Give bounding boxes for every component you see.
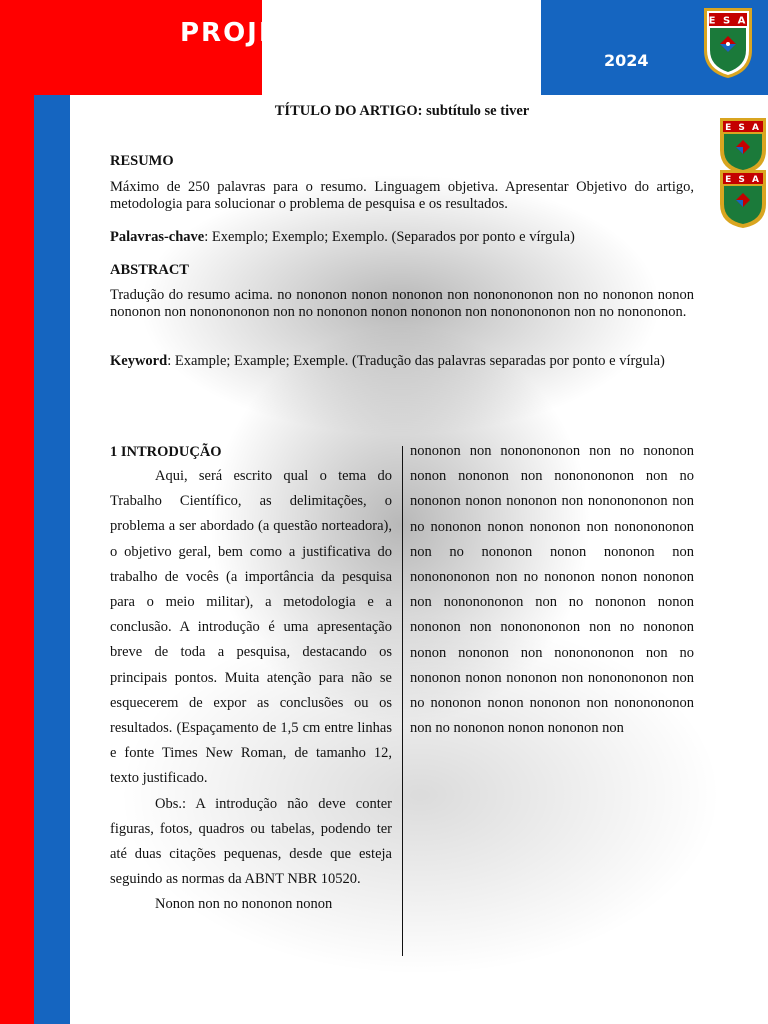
keyword-text: : Example; Example; Exemple. (Tradução das palavras separadas por ponto e vírgula)	[167, 353, 665, 369]
esa-badge-side-bottom	[718, 168, 768, 230]
column-divider	[402, 446, 403, 956]
intro-paragraph-2: Obs.: A introdução não deve conter figuras, fotos, quadros ou tabelas, podendo ter até duas citações pequenas, desde que esteja seguindo as normas da ABNT NBR 10520.	[110, 795, 392, 888]
resumo-heading: RESUMO	[110, 153, 174, 169]
abstract-heading: ABSTRACT	[110, 262, 189, 278]
intro-paragraph-1: Aqui, será escrito qual o tema do Trabalho Científico, as delimitações, o problema a ser abordado (a questão norteadora), o objetivo geral, bem como a justificativa do trabalho de vocês (a importância da pesquisa para o meio militar), a metodologia e a conclusão. A introdução é uma apresentação breve de toda a pesquisa, destacando os principais pontos. Muita atenção para não se esquecerem de expor as conclusões ou os resultados. (Espaçamento de 1,5 cm entre linhas e fonte Times New Roman, de tamanho 12, texto justificado.	[110, 468, 392, 787]
keywords-label: Palavras-chave	[110, 229, 205, 245]
header-title-start: PROJETO	[180, 18, 323, 48]
left-red-stripe	[0, 0, 34, 1024]
keyword-line	[110, 353, 694, 370]
svg-text:E S A: E S A	[708, 15, 748, 27]
article-title: TÍTULO DO ARTIGO: subtítulo se tiver	[274, 103, 530, 119]
esa-badge-side-top	[718, 116, 768, 176]
intro-left-column	[110, 464, 392, 918]
keywords-text: : Exemplo; Exemplo; Exemplo. (Separados por ponto e vírgula)	[204, 229, 575, 245]
header-title	[180, 18, 537, 48]
svg-text:E S A: E S A	[725, 175, 761, 185]
intro-right-column	[410, 439, 694, 741]
esa-badge-logo	[702, 6, 754, 80]
svg-text:E S A: E S A	[725, 123, 761, 133]
resumo-text: Máximo de 250 palavras para o resumo. Linguagem objetiva. Apresentar Objetivo do artigo, metodologia para solucionar o problema de pesquisa e os resultados.	[110, 179, 694, 212]
keyword-label: Keyword	[110, 353, 168, 369]
keywords-line	[110, 229, 694, 246]
intro-heading: 1 INTRODUÇÃO	[110, 444, 222, 460]
left-blue-stripe	[34, 95, 70, 1024]
header-year: 2024	[604, 51, 649, 70]
header-title-end: PASSOS	[410, 18, 537, 48]
abstract-text: Tradução do resumo acima. no nononon nonon nononon non nononononon non no nononon nonon nononon non nononononon non no nononon nonon nononon non nononononon non no nonononon.	[110, 287, 694, 320]
intro-paragraph-3: Nonon non no nononon nonon	[155, 896, 333, 913]
intro-right-text: nononon non nononononon non no nononon nonon nononon non nononononon non no nononon nonon nononon non nononononon non no nononon nonon nononon non nononononon non no nononon nonon nononon non nononononon non no nononon nonon nononon non nononononon non no nononon nonon nononon non nononononon non no nononon nonon nononon non nononononon non no nononon nonon nononon non nononononon non no nononon nonon nononon non nononononon non no nononon nonon nononon non	[410, 443, 694, 737]
